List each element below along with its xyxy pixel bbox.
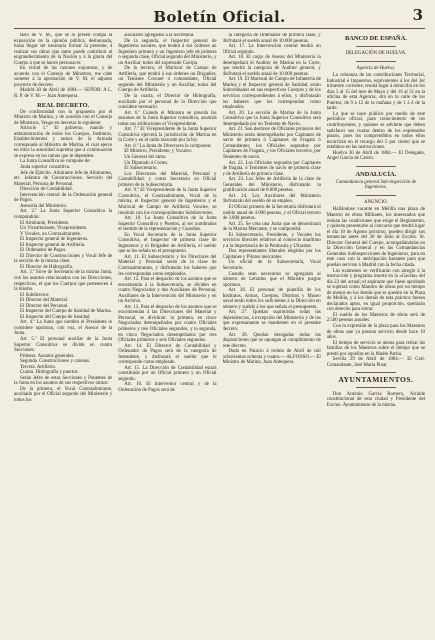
paragraph: Art. 26. El personal de plantilla de los Institutos, Armas, Cuerpos, Distritos y Museo naval serán todos los suficientes á la Dirección en número y sueldo á los que señala el presupuesto. (222, 288, 321, 310)
column-4 (327, 33, 425, 633)
paragraph: Art. 4.º La Junta que nombre el Presidente lo considere oportuno, con voz, el Asesor de la Junta. (14, 320, 113, 337)
notice-title: AYUNTAMIENTOS. (338, 375, 414, 385)
paragraph: Art. 12. Para el despacho de los asuntos que se encomienda á la Subsecretaría, se dividen en cuatro Negociados y dos Auxiliares de Personal, Auxiliares de la Intervención del Ministerio y en un Archivo. (118, 277, 217, 305)
paragraph: Lo que se hace público por medio de este periódico oficial, para conocimiento de los contribuyentes, y quienes se advierte que deben satisfacer sus cuotas dentro de los expresados plazos, pues los comprendidos en todos ellos incurrirán en el recargo del 5 por ciento que se establece en las instrucciones. (326, 111, 425, 151)
paragraph: El Inspector general de Ingenieros. (20, 237, 89, 243)
paragraph: Primera. Asuntos generales. (20, 353, 75, 359)
paragraph: El Director de Construcciones y Vocal Jefe de la sección de la misma clase. (14, 253, 113, 265)
paragraph: Dirección de Contabilidad. (20, 187, 73, 193)
paragraph: El Subsecretario, Presidente, y Vocales los servicios liberales relativos al comercio marítimo y a la importancia de la Península y Ultramar. (222, 232, 321, 249)
notice-title: BANCO DE ESPAÑA. (344, 35, 407, 42)
paragraph: Intervención central de la Ordenación general de Pagos. (14, 192, 113, 204)
paragraph: Un Diputado á Cortes. (124, 160, 169, 166)
paragraph: El Inspector general de Artillería. (20, 242, 86, 248)
paragraph: Art. 5.º El personal auxiliar de la Junta Superior Consultiva se divide en cuatro Secciones: (14, 336, 113, 354)
paragraph: Art. 22. Los Oficiales segundos por Capitanes de fragata, ó Tenientes de navío de primera clase y de Artillería de primera clase. (222, 160, 321, 177)
paragraph: Tercera. Artillería. (20, 364, 56, 370)
paragraph: Dado en Palacio á treinta de Abril de mil ochocientos ochenta y cuatro.— ALFONSO.— El Ministro de Marina, Juan Antequera. (222, 349, 321, 366)
paragraph: Art. 11. El Subsecretario y los Directores del Material y Personal serán de la clase de Contraalmirantes, y disfrutarán los haberes que les correspondan como empleados. (118, 254, 217, 277)
column-2 (118, 33, 216, 633)
paragraph: Los exámenes se verificarán con arreglo á la instrucción y programa inserto en la «Gaceta» del día 23 del actual; el aspirante que fuese aprobado se sujetará como Maestro de obras por un tiempo de menos en los demás que se queden en la Plaza de Melilla, y á los demás de esta práctica fuesen declarados aptos, en igual proporción, quedarán con derecho para entrar. (326, 268, 425, 313)
paragraph: Huelva 30 de Abril de 1884.— El Delegado, Angel García de Castro. (326, 150, 425, 162)
paragraph: Cuarta. Hidrografía y puertos. (20, 370, 79, 376)
paragraph: Art. 27. Quedan suprimidas todas las dependencias, á excepción del Ministerio y de las que expresamente se mantienen en el presente decreto. (222, 310, 321, 332)
paragraph: Art. 25. Se crea una Junta que se denominará de la Marina Mercante, y se compondrá: (222, 221, 321, 233)
paragraph: El Subsecretario. (124, 166, 158, 172)
divider (356, 195, 395, 196)
paragraph: Art. 16. El Interventor central y de la Ordenación de Pagos será de (118, 382, 217, 393)
page-header (14, 6, 425, 29)
paragraph: El Inspector del Cuerpo de Sanidad de Marina. (20, 309, 112, 315)
divider (356, 387, 395, 388)
paragraph: Art. 23. Los Jefes de Artillería de la clase de Generales del Ministerio, disfrutarán la gratificación anual de 8.000 pesetas. (222, 177, 321, 194)
paragraph: El Inspector del Cuerpo de Sanidad. (20, 314, 91, 320)
paragraph: La Junta Consultiva se compone de: (20, 159, 91, 165)
paragraph: De la cuarta, el Director de Hidrografía, auxiliado por el personal de la Dirección que considere necesario. (118, 94, 217, 111)
paragraph: Art. 2.º La Junta Superior Consultiva la compondrán: (14, 209, 113, 220)
paragraph: Art. 18. El cargo de Asesor del Ministerio la desempeñará el Auditor de Marina en la Corte, que tendrá la categoría de Auditor general, y disfrutará el sueldo anual de 10.000 pesetas. (222, 55, 321, 77)
paragraph: Hallándose vacante en Melilla una plaza de Maestro de obras Militares, los interesados que reúnan las condiciones que exige el Reglamento, y quieran presentarse al concurso que tendrá lugar el día 10 de Agosto próximo, pueden dirigir sus instancias antes del 30 de Julio al Excmo. Sr. Director General del Cuerpo, acompañándolas en la Dirección General y en las Comandancias Generales Subinspecciones de Ingenieros, para en este caso con la anticipación bastante para que puedan servirse á Madrid con la fecha citada. (326, 207, 425, 268)
paragraph: Asesoría del Ministerio. (20, 203, 68, 209)
paragraph: Artículo 1.º El gobierno, mando y administración de todos los Cuerpos, Institutos, Establecimientos y ramos de la Armada correspoade al Ministro de Marina, el cual ejerce en ellos la autoridad suprema que á continuación se expresa en los ramos que le dependen. (14, 126, 113, 159)
paragraph: tarlo de V. M., que se ai presen compa la exposición de la opinión pública, deshonrada, hasta llegar ser necesaria formar la presente, á realizar sus obras que tanto puede contribuir al engrandecimiento de la Nación y á la gloria del Cuerpo á que se hacen personacer. (14, 33, 113, 66)
paragraph: El Subdirector. (20, 292, 50, 298)
paragraph: Art. 9.º El Vicepresidente de la Junta Superior Consultiva, el Contraalmirante, Vocal de la misma, el Inspector general de Ingenieros y el Mariscal de Campo de Artillería Vocales, se reunirán con los correspondientes Subdirectores. (118, 188, 217, 216)
notice-subtitle: DELEGACIÓN DE HUELVA. (345, 51, 407, 56)
paragraph: Jefe de Ejército. Almirante Jefe de Almirantes, etc. Jefatura de Construcciones. Servicio del Material, Persona de Personal. (14, 170, 113, 187)
paragraph: Con la expresión de la plaza para los Maestros de obras que ya prestan servicio desde hace 10 años. (326, 323, 425, 341)
paragraph: De conformidad con lo propuesto por el Ministro de Marina, y de acuerdo con el Consejo de Ministros, Vengo en decretar lo siguiente: (14, 109, 113, 126)
paragraph: Art. 15. La Dirección de Contabilidad estará constituida por un Oficial primero y un Oficial segundo. (118, 365, 217, 382)
paragraph: Los Directores del Material, Personal y Contabilidad, y como Secretario un Oficial primero de la Subsecretaría. (118, 171, 217, 188)
paragraph: El Almirante, Presidente. (20, 220, 70, 226)
paragraph: Art. 10. La Junta Consultiva de la Junta Superior Consultiva y Puertos, al ser nombradas el sentido de la representación y Guardias. (118, 216, 217, 233)
notice-subtitle: ANUNCIO. (363, 199, 388, 205)
paragraph: De la segunda, el Inspector general de Ingenieros navales, que tendrá á sus órdenes un Ingeniero primero y un Ingeniero jefe de primera o segunda clase, Oficial segundo del Ministerio, y un Auxiliar, todos del expresado Cuerpo. (118, 38, 217, 66)
paragraph: Art. 17. La Intervención central tendrá un Oficial segundo. (222, 44, 321, 55)
paragraph: Art. 8.º La Junta de Directores la componen: (124, 143, 212, 149)
paragraph: Y Vocales, un Contraalmirante. (20, 231, 82, 237)
column-1 (14, 33, 112, 633)
divider (356, 166, 395, 167)
paragraph: Sevilla 29 de Abril de 1884.— El Gral. Comandante, José María Pinar. (326, 357, 425, 368)
paragraph: El sueldo de los Maestros de obras será de 2.500 pesetas anuales. (326, 312, 425, 324)
paragraph: El tiempo de servicio se abona para retirar las familias de los Maestros sobre el tiempo que se prestó por aquellas en la Madre Patria. (326, 340, 425, 357)
paragraph: Art. 14. El Director de Contabilidad y Ordenador de Pagos será de la categoría de Intendente, y disfrutará el sueldo que le corresponde como empleado. (118, 343, 217, 366)
paragraph: El Director del Material. (20, 298, 69, 304)
paragraph: Madrid 30 de Abril de 1884.— SEÑOR: A L. R. P. de V. M.— Juan Antequera. (14, 88, 113, 100)
paragraph: Art. 3.º Sirve de Secretario de la misma Junta, con los asuntos relacionados con las Direcciones, respectivas, el que los Cuerpos que pertenecen á la misma. (14, 270, 113, 293)
paragraph: Art. 24. Los Auxiliares del Ministerio disfrutarán del sueldo de su empleo. (222, 193, 321, 205)
divider (356, 61, 395, 62)
paragraph: Art. 20. La sección de Marina de la Junta Consultiva que la Junta Superior Consultiva será desempeñada por un Teniente de Navío. (222, 110, 321, 127)
page-title: Boletín Oficial. (153, 8, 286, 26)
paragraph: El Director del Personal. (20, 303, 69, 309)
paragraph: Art. 13. Para el despacho de los asuntos que se encomiendan á las Direcciones del Material y Personal, se dividirán: la primera, en cinco Negociados desempeñados por cuatro Oficiales primeros y tres Oficiales segundos, y la segunda, en cinco Negociados desempeñados por tres Oficiales primeros y seis Oficiales segundos. (118, 304, 217, 344)
paragraph: En Vocal Secretario de la Junta Superior Consultiva, el Inspector de primera clase de Ingenieros y el Brigadier de Artillería, el sueldo que se les señala en el presupuesto. (118, 232, 217, 255)
divider (356, 372, 395, 373)
notice-title: ANDALUCÍA. (355, 170, 397, 178)
paragraph: Don Antonio García Romero, Alcalde constitucional de esta ciudad y Presidente del Excmo. Ayuntamiento de la misma. (326, 391, 425, 408)
paragraph: Un oficial de la Subsecretaría, Vocal Secretario. (222, 260, 321, 271)
paragraph: El Oficial primero de la Secretaría disfrutará el sueldo anual de 4.000 pesetas, y el Oficial tercero de 3.000 pesetas. (222, 204, 321, 222)
column-3 (223, 33, 321, 633)
paragraph: De la tercera, el Mariscal de Campo de Artillería, que tendrá á sus órdenes un Brigadier, un Teniente Coronel ó comandante, Oficial segundo del Ministerio y un Auxiliar, todos del Cuerpo de Artillería. (118, 66, 217, 94)
paragraph: De la primera, el Vocal Contraalmirante, auxiliado por el Oficial segundo del Ministerio y todos los (14, 386, 113, 403)
paragraph: Art. 6.º Cuando el Ministro se presida las sesiones de la Junta Superior consultiva, asumirá todas sus atribuciones el Vicepresidente. (118, 110, 217, 127)
paragraph: Un General del ramo. (124, 155, 167, 161)
paragraph: Junta superior consultiva. (20, 165, 71, 171)
paragraph: La cobranza de las contribuciones Territorial, Industrial é Impuestos, equivalentes á los del 3er trimestre corriente, tendrá lugar á domicilio en los días 5 al 15 del mes de Mayo y del 16 al 31 en la oficina de esta Agencia, sita en la calle de los Puertos, de 9 á 12 de la mañana y de 1 á 4 de la tarde. (326, 73, 425, 112)
paragraph: El Director de Hidrografía. (20, 264, 73, 270)
paragraph: El Ordenador de Pagos. (20, 248, 67, 254)
text-columns (14, 33, 425, 633)
paragraph: En virtud de las razones expuestas, y de acuerdo con el Consejo de Ministros, me cabe someter á la aprobación de V. M. el adjunto proyecto de decreto. (14, 66, 113, 88)
paragraph: auxiliares agregados á la Secretaría. (124, 33, 195, 38)
divider (356, 46, 395, 47)
paragraph: Cuando sean necesarios se agregarán al número de Letrados que el Ministro juzgue oportuno. (222, 271, 321, 288)
notice-subtitle: Comandancia general Sub-inspección de Ingenieros. (335, 179, 417, 191)
paragraph: Serán Jefes de estas Secciones y Ponentes de la Junta en los asuntos de sus respectivos ramos: (14, 375, 113, 387)
notice-subtitle: Agencia de Huelva. (356, 65, 396, 71)
paragraph: Art. 21. Son destinos de Oficiales primeros del Ministerio serán desempeñados por Capitanes de navío de primera ó Capitanes de Fragata ó Comandantes; los Oficiales segundos por Capitanes de Fragata, y los Oficiales terceros, por Tenientes de navío. (222, 127, 321, 161)
paragraph: Segunda. Construcciones y carenas. (20, 359, 91, 365)
section-heading: REAL DECRETO. (37, 101, 90, 109)
paragraph: El Ministro, Presidente, y Vocales: (124, 149, 192, 155)
paragraph: Art. 28. Quedan derogadas todas las disposiciones que se opongan al cumplimiento de este decreto. (222, 332, 321, 349)
paragraph: la categoría de Ordenador de primera clase, y disfrutará el sueldo anual de 10.000 pesetas. (222, 33, 321, 44)
paragraph: Un Vicealmirante, Vicepresidente. (20, 226, 88, 232)
paragraph: Art. 19. El Mariscal de Campo de Infantería de Marina y el Inspector general de Sanidad, serán Subordinados en sus respectivos Cuerpos y de los servicios correspondientes á ellos, y disfrutarán los haberes que les correspondan como empleados. (222, 77, 321, 111)
paragraph: Art. 7.º El Vicepresidente de la Junta Superior Consultiva ejercerá la jurisdicción de Marina en la Corte y en el radio marcado por la ley. (118, 127, 217, 144)
paragraph: Dos representantes liberales elegidos por los Capitanes y Pilotos mercantes. (222, 249, 321, 260)
page-number: 3 (412, 6, 423, 24)
